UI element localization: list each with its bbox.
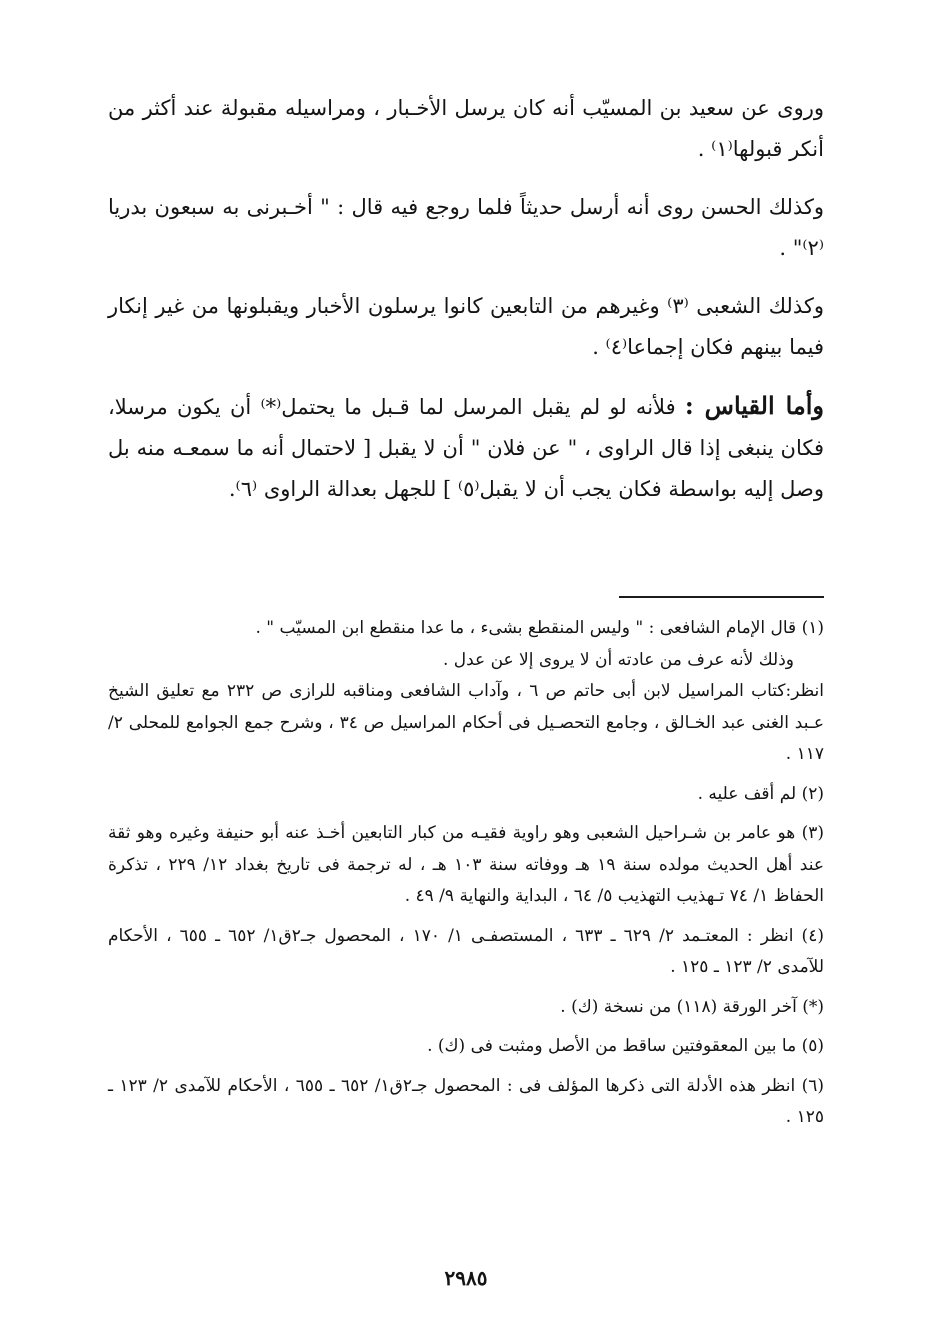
page-number: ٢٩٨٥ bbox=[444, 1266, 488, 1290]
paragraph-ibn-musayyib: وروى عن سعيد بن المسيّب أنه كان يرسل الأخـبار ، ومراسيله مقبولة عند أكثر من أنكر قبولها⁽١⁾ . bbox=[108, 96, 824, 161]
footnote-1 bbox=[108, 613, 824, 771]
footnote-1-reason: وذلك لأنه عرف من عادته أن لا يروى إلا عن عدل . bbox=[442, 649, 794, 670]
paragraph-qiyas bbox=[108, 385, 824, 510]
footnote-6: (٦) انظر هذه الأدلة التى ذكرها المؤلف فى : المحصول جـ٢ق١/ ٦٥٢ ـ ٦٥٥ ، الأحكام للآمدى ٢/ ١٢٣ ـ ١٢٥ . bbox=[108, 1075, 824, 1127]
footnote-star: (*) آخر الورقة (١١٨) من نسخة (ك) . bbox=[560, 996, 824, 1017]
footnote-1-refs: انظر:كتاب المراسيل لابن أبى حاتم ص ٦ ، وآداب الشافعى ومناقبه للرازى ص ٢٣٢ مع تعليق الشيخ عـبد الغنى عبد الخـالق ، وجامع التحصـيل فى أحكام المراسيل ص ٣٤ ، وشرح جمع الجوامع للمحلى ٢/ ١١٧ . bbox=[108, 681, 825, 764]
paragraph-hasan: وكذلك الحسن روى أنه أرسل حديثاً فلما روجع فيه قال : " أخـبرنى به سبعون بدريا ⁽٢⁾" . bbox=[108, 195, 824, 260]
paragraph-shabi: وكذلك الشعبى ⁽٣⁾ وغيرهم من التابعين كانوا يرسلون الأخبار ويقبلونها من غير إنكار فيما بينهم فكان إجماعا⁽٤⁾ . bbox=[108, 294, 824, 359]
qiyas-body: فلأنه لو لم يقبل المرسل لما قـبل ما يحتمل⁽*⁾ أن يكون مرسلا، فكان ينبغى إذا قال الراوى ، " عن فلان " أن لا يقبل [ لاحتمال أنه ما سمعـه منه بل وصل إليه بواسطة فكان يجب أن لا يقبل⁽٥⁾ ] للجهل بعدالة الراوى ⁽٦⁾. bbox=[108, 395, 824, 501]
document-page bbox=[108, 88, 824, 1308]
footnote-2: (٢) لم أقف عليه . bbox=[697, 783, 824, 804]
footnote-4: (٤) انظر : المعتـمد ٢/ ٦٢٩ ـ ٦٣٣ ، المستصفـى ١/ ١٧٠ ، المحصول جـ٢ق١/ ٦٥٢ ـ ٦٥٥ ، الأحكام للآمدى ٢/ ١٢٣ ـ ١٢٥ . bbox=[108, 925, 824, 977]
footnotes bbox=[108, 613, 824, 1142]
footnote-1-quote: (١) قال الإمام الشافعى : " وليس المنقطع بشىء ، ما عدا منقطع ابن المسيّب " . bbox=[255, 618, 824, 638]
footnote-separator bbox=[619, 596, 824, 598]
footnote-5: (٥) ما بين المعقوفتين ساقط من الأصل ومثبت فى (ك) . bbox=[427, 1036, 824, 1056]
footnote-3: (٣) هو عامر بن شـراحيل الشعبى وهو راوية فقيـه من كبار التابعين أخـذ عنه أبو حنيفة وغيره وهو ثقة عند أهل الحديث مولده سنة ١٩ هـ ووفاته سنة ١٠٣ هـ ، له ترجمة فى تاريخ بغداد ١٢/ ٢٢٩ ، تذكرة الحفاظ ١/ ٧٤ تـهذيب التهذيب ٥/ ٦٤ ، البداية والنهاية ٩/ ٤٩ . bbox=[108, 823, 824, 906]
qiyas-heading: وأما القياس : bbox=[684, 391, 825, 420]
main-text bbox=[108, 88, 824, 510]
